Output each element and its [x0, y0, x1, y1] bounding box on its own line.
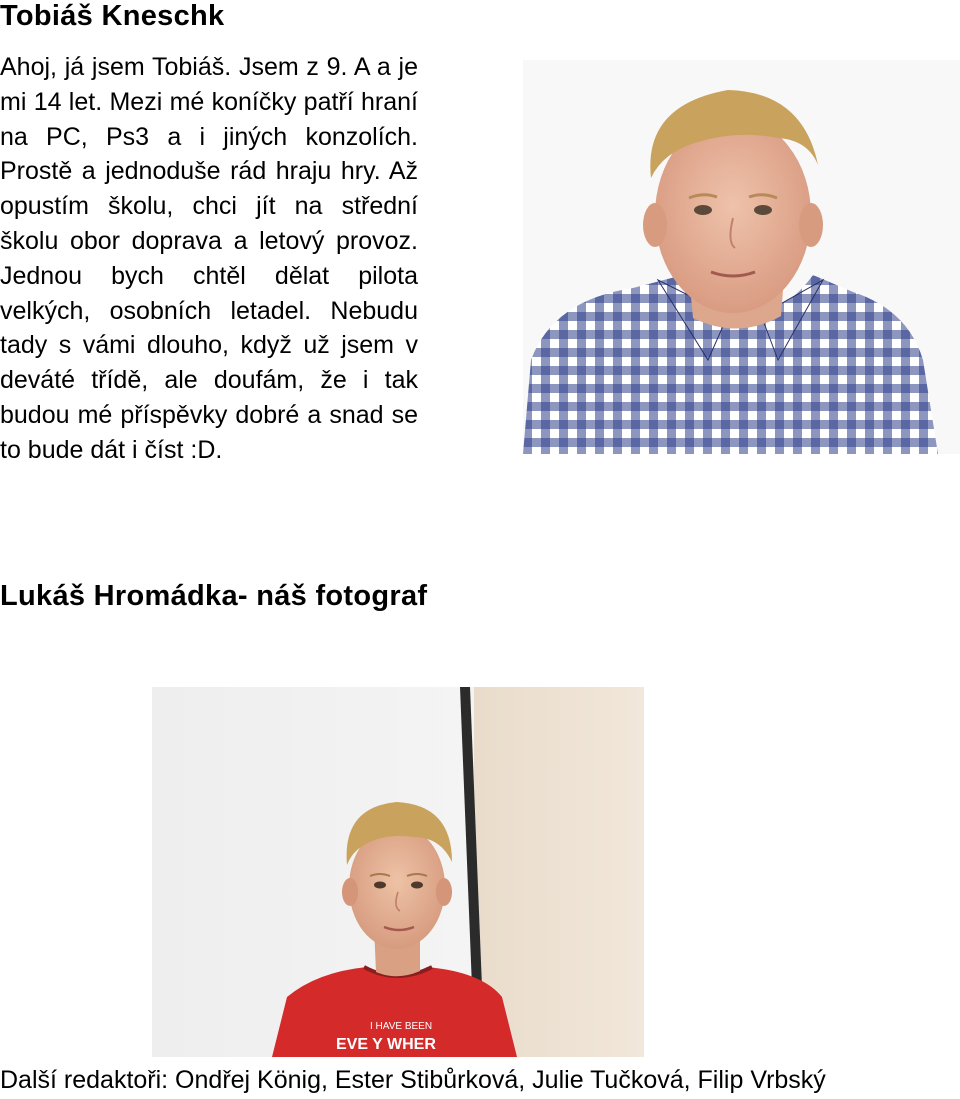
- portrait-photo-lukas: [152, 687, 644, 1057]
- shirt-print-line2: EVE Y WHER: [336, 1036, 436, 1053]
- shirt-print-line1: I HAVE BEEN: [370, 1021, 433, 1032]
- bio-paragraph-tobias: Ahoj, já jsem Tobiáš. Jsem z 9. A a je mi 14 let. Mezi mé koníčky patří hraní na PC, Ps3 a i jiných konzolích. Prostě a jednoduše rád hraju hry. Až opustím školu, chci jít na střední školu obor doprava a letový provoz. Jednou bych chtěl dělat pilota velkých, osobních letadel. Nebudu tady s vámi dlouho, když už jsem v deváté třídě, ale doufám, že i tak budou mé příspěvky dobré a snad se to bude dát i číst :D.: [0, 53, 418, 464]
- section-heading-tobias: Tobiáš Kneschk: [0, 0, 225, 32]
- portrait-photo-tobias: [523, 60, 960, 454]
- other-editors-line: Další redaktoři: Ondřej König, Ester Stibůrková, Julie Tučková, Filip Vrbský: [0, 1066, 826, 1094]
- section-heading-lukas: Lukáš Hromádka- náš fotograf: [0, 580, 428, 612]
